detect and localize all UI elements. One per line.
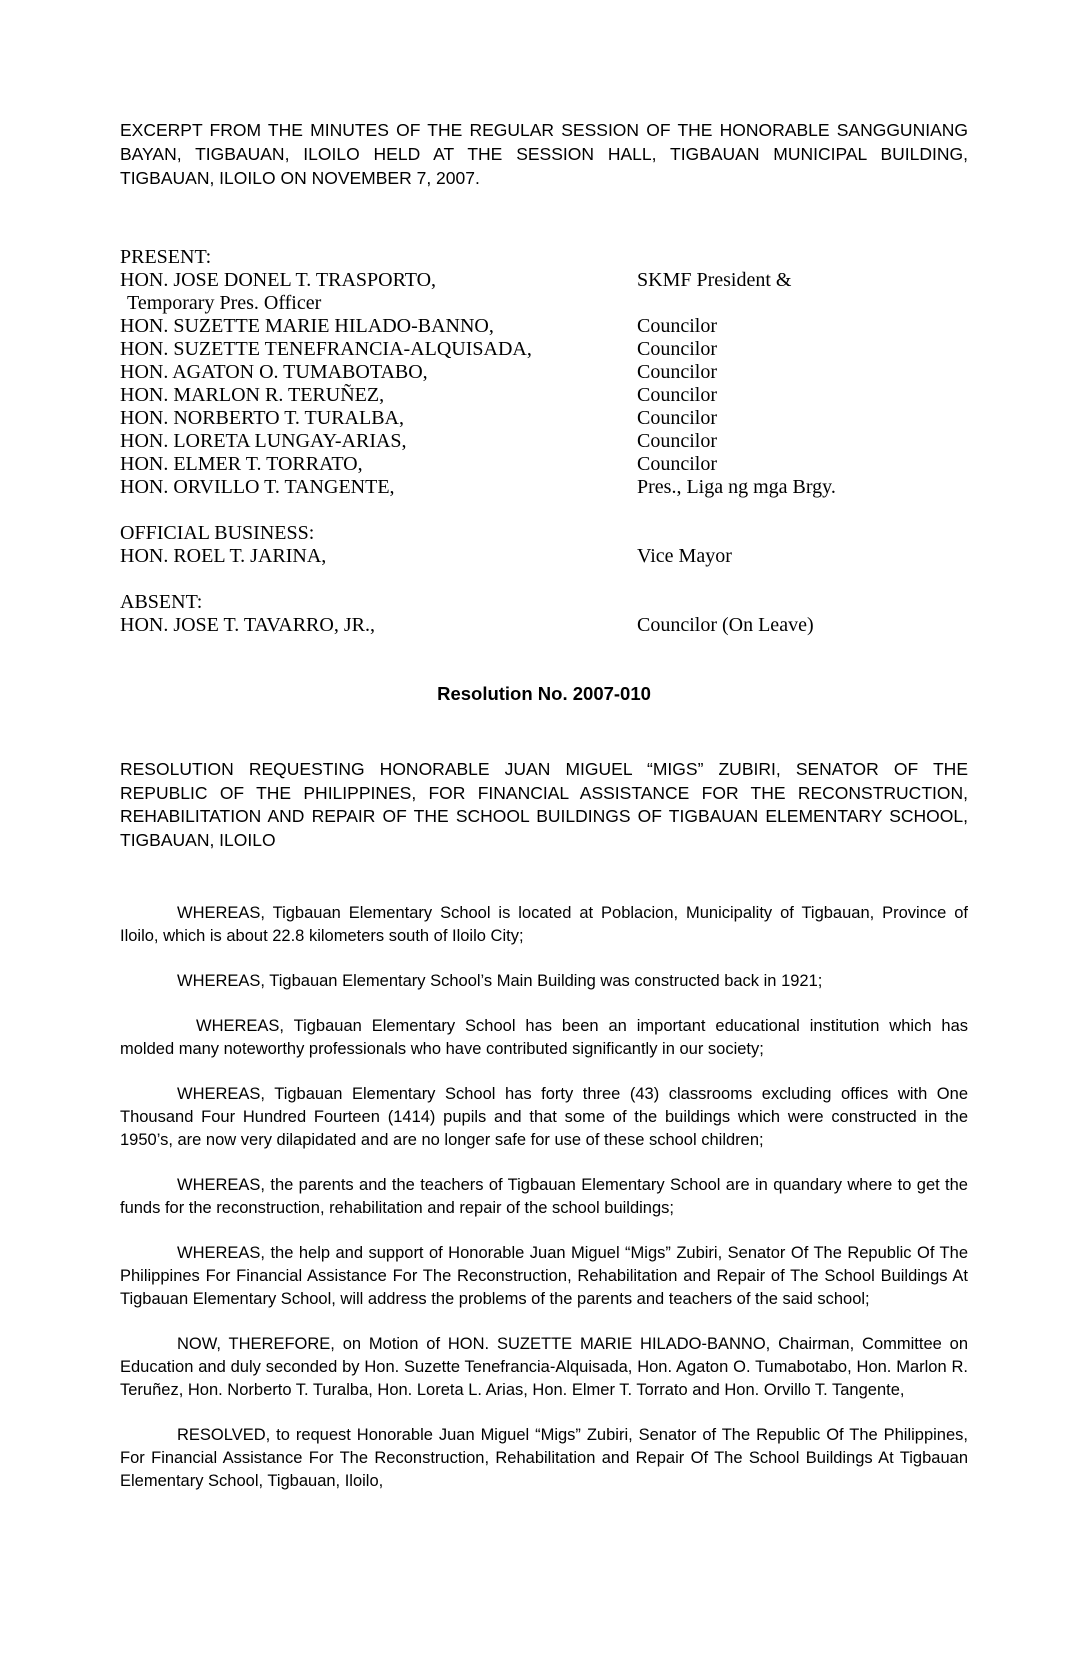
body-paragraph: WHEREAS, Tigbauan Elementary School has been an important educational institution which has molded many noteworthy professionals who have contributed significantly in our society; [120, 1017, 968, 1058]
attendee-role: Councilor [637, 384, 717, 406]
attendee-name: Temporary Pres. Officer [127, 292, 322, 314]
body-paragraph: RESOLVED, to request Honorable Juan Miguel “Migs” Zubiri, Senator of The Republic Of The Philippines, For Financial Assistance For The Reconstruction, Rehabilitation and Repair Of The School Buildings At Tigbauan Elementary School, Tigbauan, Iloilo, [120, 1426, 968, 1490]
attendance-row [120, 384, 968, 407]
attendee-name: HON. ELMER T. TORRATO, [120, 453, 363, 475]
attendee-role: Councilor [637, 315, 717, 337]
body-paragraph: WHEREAS, Tigbauan Elementary School has forty three (43) classrooms excluding offices with One Thousand Four Hundred Fourteen (1414) pupils and that some of the buildings which were constructed in the 1950’s, are now very dilapidated and are no longer safe for use of these school children; [120, 1085, 968, 1149]
absent-section [120, 591, 968, 637]
resolution-number-heading: Resolution No. 2007-010 [437, 683, 651, 704]
body-paragraph: WHEREAS, Tigbauan Elementary School’s Main Building was constructed back in 1921; [177, 972, 823, 990]
body-paragraph: WHEREAS, Tigbauan Elementary School is located at Poblacion, Municipality of Tigbauan, Province of Iloilo, which is about 22.8 kilometers south of Iloilo City; [120, 904, 968, 945]
attendee-name: HON. JOSE T. TAVARRO, JR., [120, 614, 375, 636]
attendee-role: Councilor [637, 361, 717, 383]
attendee-name: HON. LORETA LUNGAY-ARIAS, [120, 430, 407, 452]
attendance-row [120, 476, 968, 499]
attendance-row [120, 338, 968, 361]
attendance-row [120, 361, 968, 384]
body-paragraph: WHEREAS, the help and support of Honorable Juan Miguel “Migs” Zubiri, Senator Of The Republic Of The Philippines For Financial Assistance For The Reconstruction, Rehabilitation and Repair of The School Buildings At Tigbauan Elementary School, will address the problems of the parents and teachers of the said school; [120, 1244, 968, 1308]
attendance-row [120, 545, 968, 568]
official-business-section [120, 522, 968, 568]
present-section [120, 246, 968, 499]
attendance-row [120, 453, 968, 476]
attendee-name: HON. SUZETTE TENEFRANCIA-ALQUISADA, [120, 338, 532, 360]
official-business-label: OFFICIAL BUSINESS: [120, 522, 315, 544]
attendee-name: HON. SUZETTE MARIE HILADO-BANNO, [120, 315, 494, 337]
resolution-title: RESOLUTION REQUESTING HONORABLE JUAN MIGUEL “MIGS” ZUBIRI, SENATOR OF THE REPUBLIC OF THE PHILIPPINES, FOR FINANCIAL ASSISTANCE FOR THE RECONSTRUCTION, REHABILITATION AND REPAIR OF THE SCHOOL BUILDINGS OF TIGBAUAN ELEMENTARY SCHOOL, TIGBAUAN, ILOILO [120, 759, 968, 850]
body-paragraph: WHEREAS, the parents and the teachers of Tigbauan Elementary School are in quandary where to get the funds for the reconstruction, rehabilitation and repair of the school buildings; [120, 1176, 968, 1217]
attendee-name: HON. NORBERTO T. TURALBA, [120, 407, 405, 429]
present-label: PRESENT: [120, 246, 212, 268]
attendance-row [120, 269, 968, 292]
attendee-role: Councilor [637, 338, 717, 360]
attendee-name: HON. JOSE DONEL T. TRASPORTO, [120, 269, 437, 291]
attendance-row [120, 292, 968, 315]
attendance-row [120, 407, 968, 430]
attendee-role: SKMF President & [637, 269, 792, 291]
attendance-row [120, 315, 968, 338]
absent-label: ABSENT: [120, 591, 203, 613]
attendee-role: Councilor [637, 430, 717, 452]
attendee-role [644, 292, 968, 315]
excerpt-header: EXCERPT FROM THE MINUTES OF THE REGULAR SESSION OF THE HONORABLE SANGGUNIANG BAYAN, TIGBAUAN, ILOILO HELD AT THE SESSION HALL, TIGBAUAN MUNICIPAL BUILDING, TIGBAUAN, ILOILO ON NOVEMBER 7, 2007. [120, 120, 968, 188]
attendee-name: HON. ORVILLO T. TANGENTE, [120, 476, 395, 498]
attendee-role: Councilor [637, 407, 717, 429]
attendee-role: Councilor (On Leave) [637, 614, 814, 636]
attendee-role: Vice Mayor [637, 545, 732, 567]
attendance-row [120, 614, 968, 637]
attendee-role: Councilor [637, 453, 717, 475]
attendee-name: HON. AGATON O. TUMABOTABO, [120, 361, 428, 383]
attendee-name: HON. ROEL T. JARINA, [120, 545, 327, 567]
body-paragraph: NOW, THEREFORE, on Motion of HON. SUZETTE MARIE HILADO-BANNO, Chairman, Committee on Education and duly seconded by Hon. Suzette Tenefrancia-Alquisada, Hon. Agaton O. Tumabotabo, Hon. Marlon R. Teruñez, Hon. Norberto T. Turalba, Hon. Loreta L. Arias, Hon. Elmer T. Torrato and Hon. Orvillo T. Tangente, [120, 1335, 968, 1399]
attendee-role: Pres., Liga ng mga Brgy. [637, 476, 836, 498]
attendee-name: HON. MARLON R. TERUÑEZ, [120, 384, 385, 406]
attendance-row [120, 430, 968, 453]
